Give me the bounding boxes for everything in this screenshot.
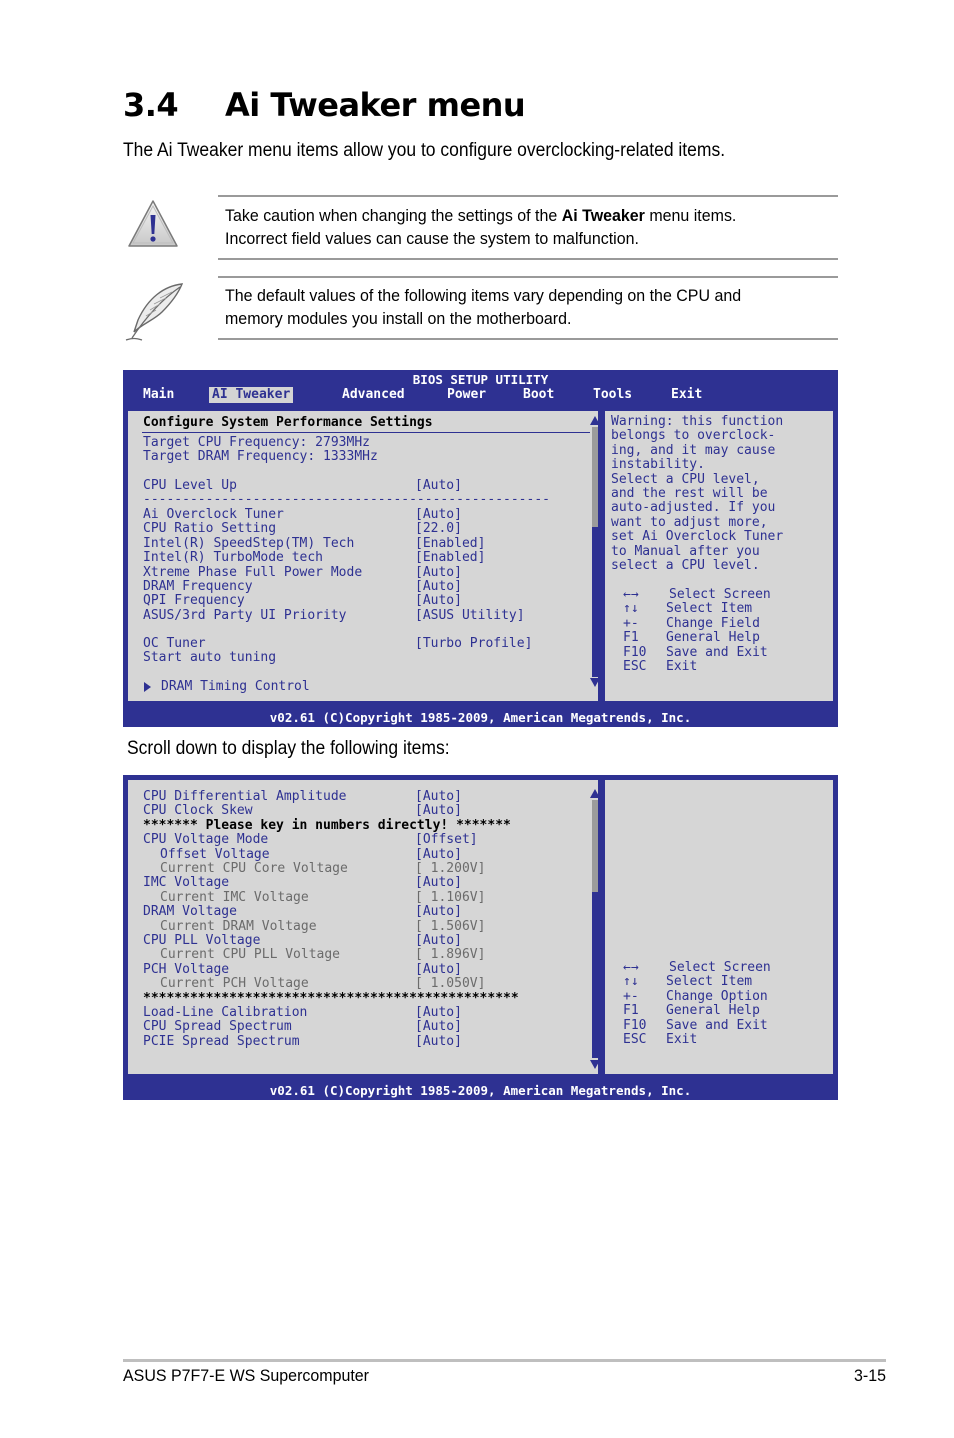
section-title-text: Ai Tweaker menu xyxy=(225,86,526,124)
help-line: want to adjust more, xyxy=(611,514,768,530)
setting-value: [ 1.896V] xyxy=(415,947,486,963)
key-description: Change Option xyxy=(666,988,768,1004)
menu-boot[interactable]: Boot xyxy=(523,387,555,402)
setting-value[interactable]: [Auto] xyxy=(415,875,462,891)
setting-value[interactable]: [Auto] xyxy=(415,904,462,920)
caution-text-bold: Ai Tweaker xyxy=(561,206,645,225)
help-line: instability. xyxy=(611,457,705,473)
caution-text-c: menu items. xyxy=(644,206,737,225)
section-number: 3.4 xyxy=(123,86,179,124)
setting-value[interactable]: [Auto] xyxy=(415,933,462,948)
key-name: F1 xyxy=(623,630,639,646)
bios-screen-1 xyxy=(123,370,838,728)
note-text-line2: memory modules you install on the motherboard. xyxy=(225,309,572,328)
key-name: +- xyxy=(623,988,639,1004)
setting-label[interactable]: DRAM Frequency xyxy=(143,579,253,594)
key-description: Exit xyxy=(666,1032,698,1047)
scroll-caption: Scroll down to display the following items: xyxy=(127,738,450,759)
key-name: F10 xyxy=(623,644,647,660)
setting-label[interactable]: CPU Differential Amplitude xyxy=(143,789,347,804)
setting-label[interactable]: CPU Spread Spectrum xyxy=(143,1019,292,1035)
footer-page-number: 3-15 xyxy=(854,1366,886,1385)
setting-value[interactable]: [Auto] xyxy=(415,1033,462,1049)
setting-value[interactable]: [Auto] xyxy=(415,1005,462,1020)
setting-value[interactable]: [Auto] xyxy=(415,579,462,594)
cpu-level-up-label[interactable]: CPU Level Up xyxy=(143,478,237,493)
setting-value[interactable]: [22.0] xyxy=(415,521,462,537)
setting-label[interactable]: Ai Overclock Tuner xyxy=(143,507,284,522)
help-line: belongs to overclock- xyxy=(611,428,776,444)
key-description: General Help xyxy=(666,1003,760,1019)
submenu-arrow-icon xyxy=(144,682,151,692)
setting-value: [ 1.050V] xyxy=(415,976,486,992)
setting-value: [ 1.106V] xyxy=(415,889,486,905)
key-name: ↑↓ xyxy=(623,601,639,617)
setting-value[interactable]: [Auto] xyxy=(415,846,462,862)
bios-title: BIOS SETUP UTILITY xyxy=(412,372,549,387)
setting-label[interactable]: Intel(R) SpeedStep(TM) Tech xyxy=(143,535,355,551)
bios-footer-2: v02.61 (C)Copyright 1985-2009, American Megatrends, Inc. xyxy=(123,1081,838,1100)
setting-value[interactable]: [Auto] xyxy=(415,803,462,819)
help-pane-2 xyxy=(605,780,833,1074)
dram-timing-control[interactable]: DRAM Timing Control xyxy=(161,679,310,694)
key-description: Save and Exit xyxy=(666,644,768,660)
bios-body-2 xyxy=(123,775,838,1081)
setting-value: [ 1.506V] xyxy=(415,918,486,934)
start-auto-tuning[interactable]: Start auto tuning xyxy=(143,650,277,665)
settings-pane xyxy=(128,411,598,701)
setting-label[interactable]: PCH Voltage xyxy=(143,961,230,977)
note-text-line1: The default values of the following items vary depending on the CPU and xyxy=(225,286,742,305)
key-name: ←→ xyxy=(623,960,639,975)
setting-value[interactable]: [Auto] xyxy=(415,593,462,609)
help-pane xyxy=(605,411,833,701)
scroll-down-icon[interactable] xyxy=(590,1060,600,1069)
setting-label: ******* Please key in numbers directly! ******* xyxy=(143,817,511,833)
setting-label: Current CPU PLL Voltage xyxy=(160,947,341,963)
key-name: ESC xyxy=(623,659,647,674)
note-text xyxy=(225,284,741,330)
scrollbar-thumb[interactable] xyxy=(592,800,598,892)
target-cpu-frequency: Target CPU Frequency: 2793MHz xyxy=(143,435,370,450)
key-description: Select Item xyxy=(666,601,753,617)
key-description: Save and Exit xyxy=(666,1017,768,1033)
menu-advanced[interactable]: Advanced xyxy=(342,387,405,402)
bios-footer: v02.61 (C)Copyright 1985-2009, American Megatrends, Inc. xyxy=(123,708,838,727)
caution-bottom-rule xyxy=(218,258,838,260)
setting-label[interactable]: CPU PLL Voltage xyxy=(143,933,261,948)
key-name: F1 xyxy=(623,1003,639,1019)
setting-label[interactable]: ASUS/3rd Party UI Priority xyxy=(143,607,347,623)
help-line: set Ai Overclock Tuner xyxy=(611,529,784,545)
bios-body xyxy=(123,405,838,708)
footer-product: ASUS P7F7-E WS Supercomputer xyxy=(123,1366,370,1385)
help-line: Select a CPU level, xyxy=(611,471,760,487)
bios-menu-bar xyxy=(123,370,838,405)
caution-text xyxy=(225,204,736,250)
note-top-rule xyxy=(218,276,838,278)
setting-value[interactable]: [Auto] xyxy=(415,1019,462,1035)
setting-value[interactable]: [Enabled] xyxy=(415,550,486,566)
setting-label[interactable]: Intel(R) TurboMode tech xyxy=(143,550,324,566)
settings-pane-2 xyxy=(128,780,598,1074)
footer-rule xyxy=(123,1359,886,1362)
help-line: and the rest will be xyxy=(611,486,768,501)
setting-label[interactable]: QPI Frequency xyxy=(143,593,245,609)
key-description: General Help xyxy=(666,630,760,646)
help-line: select a CPU level. xyxy=(611,558,760,573)
menu-ai-tweaker[interactable]: AI Tweaker xyxy=(209,387,293,403)
setting-label: Current PCH Voltage xyxy=(160,976,309,992)
setting-value: [ 1.200V] xyxy=(415,861,486,876)
key-name: ESC xyxy=(623,1032,647,1047)
key-name: +- xyxy=(623,615,639,631)
setting-value[interactable]: [Auto] xyxy=(415,507,462,522)
oc-tuner-value[interactable]: [Turbo Profile] xyxy=(415,636,533,651)
setting-label[interactable]: Xtreme Phase Full Power Mode xyxy=(143,564,363,580)
menu-tools[interactable]: Tools xyxy=(593,387,633,402)
caution-text-a: Take caution when changing the settings of the xyxy=(225,206,562,225)
setting-label: Current DRAM Voltage xyxy=(160,918,317,934)
intro-paragraph: The Ai Tweaker menu items allow you to configure overclocking-related items. xyxy=(123,140,726,161)
key-name: ↑↓ xyxy=(623,974,639,990)
menu-main[interactable]: Main xyxy=(143,387,175,402)
help-line: auto-adjusted. If you xyxy=(611,500,776,516)
key-description: Select Screen xyxy=(669,960,771,975)
setting-label[interactable]: DRAM Voltage xyxy=(143,904,237,920)
help-line: ing, and it may cause xyxy=(611,442,776,458)
setting-label[interactable]: CPU Ratio Setting xyxy=(143,521,277,537)
section-title xyxy=(123,86,525,124)
setting-label[interactable]: Offset Voltage xyxy=(160,846,270,862)
setting-label: Current CPU Core Voltage xyxy=(160,861,348,876)
setting-value[interactable]: [Auto] xyxy=(415,961,462,977)
feather-pen-icon xyxy=(124,280,188,349)
oc-tuner-label[interactable]: OC Tuner xyxy=(143,636,206,651)
target-dram-frequency: Target DRAM Frequency: 1333MHz xyxy=(143,449,378,464)
scroll-up-icon[interactable] xyxy=(590,416,600,425)
setting-label[interactable]: PCIE Spread Spectrum xyxy=(143,1033,300,1049)
key-description: Exit xyxy=(666,659,698,674)
warning-icon xyxy=(126,198,180,255)
setting-value[interactable]: [ASUS Utility] xyxy=(415,607,525,623)
caution-text-line2: Incorrect field values can cause the system to malfunction. xyxy=(225,229,639,248)
scrollbar-thumb[interactable] xyxy=(592,427,598,527)
pane-heading: Configure System Performance Settings xyxy=(143,415,433,430)
setting-label: Current IMC Voltage xyxy=(160,889,309,905)
bios-screen-2 xyxy=(123,775,838,1102)
heading-rule xyxy=(142,432,590,433)
cpu-level-up-value[interactable]: [Auto] xyxy=(415,478,462,493)
setting-value[interactable]: [Auto] xyxy=(415,789,462,804)
setting-label[interactable]: CPU Clock Skew xyxy=(143,803,253,819)
setting-value[interactable]: [Enabled] xyxy=(415,535,486,551)
setting-label[interactable]: CPU Voltage Mode xyxy=(143,832,269,848)
caution-top-rule xyxy=(218,195,838,197)
setting-label: ************************************************ xyxy=(143,990,519,1006)
help-line: Warning: this function xyxy=(611,414,784,429)
note-bottom-rule xyxy=(218,338,838,340)
setting-value[interactable]: [Offset] xyxy=(415,832,478,848)
key-description: Select Screen xyxy=(669,587,771,602)
key-description: Select Item xyxy=(666,974,753,990)
separator: ---------------------------------------------------- xyxy=(143,493,550,507)
setting-label[interactable]: Load-Line Calibration xyxy=(143,1005,308,1020)
menu-exit[interactable]: Exit xyxy=(671,387,703,402)
menu-power[interactable]: Power xyxy=(447,387,487,402)
key-name: ←→ xyxy=(623,587,639,602)
scroll-down-icon[interactable] xyxy=(590,678,600,687)
scroll-up-icon[interactable] xyxy=(590,789,600,798)
key-description: Change Field xyxy=(666,615,760,631)
setting-label[interactable]: IMC Voltage xyxy=(143,875,230,891)
setting-value[interactable]: [Auto] xyxy=(415,564,462,580)
key-name: F10 xyxy=(623,1017,647,1033)
help-line: to Manual after you xyxy=(611,543,760,559)
